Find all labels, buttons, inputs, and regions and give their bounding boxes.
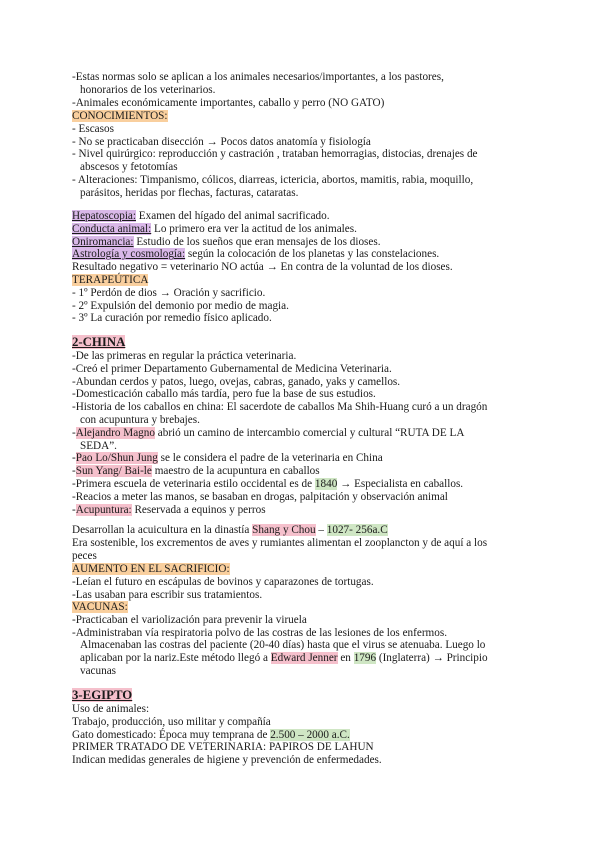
egipto-section xyxy=(72,688,542,767)
paolo-text: se le considera el padre de la veterinaria en China xyxy=(157,452,383,465)
metodo-term: Oniromancia: xyxy=(72,235,134,248)
gato-years: 2.500 – 2000 a.C. xyxy=(270,728,350,741)
escuela-text-end: → Especialista en caballos. xyxy=(337,477,464,490)
china-line: -De las primeras en regular la práctica veterinaria. xyxy=(72,350,297,362)
china-line: con acupuntura y brebajes. xyxy=(80,413,200,426)
list-item: - 3º La curación por remedio físico aplicado. xyxy=(72,312,272,325)
egipto-line xyxy=(72,729,542,742)
vacunas-line: Almacenaban las costras del paciente (20-40 días) hasta que el virus se atenuaba. Luego lo xyxy=(80,639,486,652)
escuela-text: -Primera escuela de veterinaria estilo occidental es de xyxy=(72,477,315,490)
metodo-term: Hepatoscopia: xyxy=(72,210,136,222)
china-line: -Alejandro Magno abrió un camino de intercambio comercial y cultural “RUTA DE LA xyxy=(72,426,465,439)
acuicultura-line: Era sostenible, los excrementos de aves y rumiantes alimentan el zooplancton y de aquí a los xyxy=(72,536,488,549)
conocimientos-section xyxy=(72,110,542,200)
china-section xyxy=(72,335,542,516)
sunyang-name: Sun Yang/ Bai-le xyxy=(75,465,152,478)
vacunas-line: vacunas xyxy=(80,664,117,677)
metodo-line xyxy=(72,223,542,236)
metodo-term: Astrología y cosmología: xyxy=(72,248,186,261)
jenner-name: Edward Jenner xyxy=(270,652,338,665)
sacrificio-heading: AUMENTO EN EL SACRIFICIO: xyxy=(72,563,230,575)
metodo-line xyxy=(72,236,542,249)
china-line: -Abundan cerdos y patos, luego, ovejas, cabras, ganado, yaks y camellos. xyxy=(72,375,401,388)
china-line xyxy=(72,478,542,491)
vacunas-text: en xyxy=(337,652,354,665)
acupuntura-term: Acupuntura: xyxy=(75,503,132,516)
intro-line: -Estas normas solo se aplican a los animales necesarios/importantes, a los pastores, xyxy=(72,71,444,83)
china-line: -Creó el primer Departamento Gubernamental de Medicina Veterinaria. xyxy=(72,362,392,375)
vacunas-text: (Inglaterra) → Principio xyxy=(376,652,488,665)
intro-line: honorarios de los veterinarios. xyxy=(80,83,216,96)
list-item: - Nivel quirúrgico: reproducción y castración , trataban hemorragias, distocias, drenajes de xyxy=(72,148,478,161)
metodo-text: según la colocación de los planetas y las constelaciones. xyxy=(185,248,440,261)
list-item: - 1º Perdón de dios → Oración y sacrificio. xyxy=(72,286,266,299)
egipto-line: PRIMER TRATADO DE VETERINARIA: PAPIROS DE LAHUN xyxy=(72,741,374,754)
china-heading: 2-CHINA xyxy=(72,335,126,349)
vacunas-section xyxy=(72,601,542,678)
escuela-year: 1840 xyxy=(314,477,338,490)
vacunas-line: -Practicaban el variolización para prevenir la viruela xyxy=(72,613,307,626)
egipto-line: Trabajo, producción, uso militar y compañía xyxy=(72,715,271,728)
list-item: -Las usaban para escribir sus tratamientos. xyxy=(72,588,263,601)
conocimientos-heading: CONOCIMIENTOS: xyxy=(72,110,168,122)
metodo-text: Examen del hígado del animal sacrificado. xyxy=(136,210,330,222)
alejandro-text: abrió un camino de intercambio comercial y cultural “RUTA DE LA xyxy=(154,426,465,439)
metodo-line xyxy=(72,210,542,223)
list-item: - No se practicaban disección → Pocos datos anatomía y fisiología xyxy=(72,135,371,148)
acupuntura-text: Reservada a equinos y perros xyxy=(131,503,266,516)
jenner-year: 1796 xyxy=(353,652,377,665)
egipto-line: Uso de animales: xyxy=(72,703,150,715)
metodo-term: Conducta animal: xyxy=(72,222,152,235)
china-line: -Reacios a meter las manos, se basaban en drogas, palpitación y observación animal xyxy=(72,490,448,503)
china-line: -Pao Lo/Shun Jung se le considera el padre de la veterinaria en China xyxy=(72,452,383,465)
china-line: SEDA”. xyxy=(80,439,117,452)
metodo-text: Estudio de los sueños que eran mensajes de los dioses. xyxy=(133,235,381,248)
intro-line: -Animales económicamente importantes, caballo y perro (NO GATO) xyxy=(72,96,385,109)
china-line: -Historia de los caballos en china: El sacerdote de caballos Ma Shih-Huang curó a un dragón xyxy=(72,401,488,414)
metodo-line xyxy=(72,248,542,261)
dash: – xyxy=(315,524,327,536)
vacunas-text: aplicaban por la nariz.Este método llegó a xyxy=(80,652,271,665)
vacunas-line xyxy=(72,652,542,665)
paolo-name: Pao Lo/Shun Jung xyxy=(75,452,158,465)
acuicultura-text: Desarrollan la acuicultura en la dinastía xyxy=(72,524,253,536)
list-item: abscesos y fetotomías xyxy=(80,161,178,174)
dynasty-name: Shang y Chou xyxy=(252,524,316,536)
terapeutica-heading: TERAPEÚTICA xyxy=(72,273,149,286)
metodo-text: Lo primero era ver la actitud de los animales. xyxy=(151,222,357,235)
dynasty-years: 1027- 256a.C xyxy=(326,524,388,536)
vacunas-line: -Administraban vía respiratoria polvo de las costras de las lesiones de los enfermos. xyxy=(72,626,447,639)
list-item: -Leían el futuro en escápulas de bovinos y caparazones de tortugas. xyxy=(72,575,374,588)
metodos-section xyxy=(72,210,542,325)
china-line: -Sun Yang/ Bai-le maestro de la acupuntura en caballos xyxy=(72,465,320,478)
vacunas-heading: VACUNAS: xyxy=(72,601,128,613)
list-item: - Alteraciones: Timpanismo, cólicos, diarreas, ictericia, abortos, mamitis, rabia, moquillo, xyxy=(72,173,474,186)
intro-block xyxy=(72,71,542,109)
list-item: - Escasos xyxy=(72,122,114,135)
egipto-heading: 3-EGIPTO xyxy=(72,688,133,702)
acuicultura-line xyxy=(72,524,542,537)
egipto-text: Gato domesticado: Época muy temprana de xyxy=(72,728,271,741)
egipto-line: Indican medidas generales de higiene y prevención de enfermedades. xyxy=(72,754,382,767)
list-item: - 2º Expulsión del demonio por medio de magia. xyxy=(72,299,289,312)
acuicultura-line: peces xyxy=(72,549,97,562)
china-line: -Acupuntura: Reservada a equinos y perros xyxy=(72,503,266,516)
china-line: -Domesticación caballo más tardía, pero fue la base de sus estudios. xyxy=(72,388,376,401)
alejandro-name: Alejandro Magno xyxy=(75,426,155,439)
sunyang-text: maestro de la acupuntura en caballos xyxy=(151,465,320,478)
acuicultura-block xyxy=(72,524,542,562)
resultado-line: Resultado negativo = veterinario NO actúa → En contra de la voluntad de los dioses. xyxy=(72,261,453,274)
list-item: parásitos, heridas por flechas, facturas, cataratas. xyxy=(80,186,299,199)
sacrificio-section xyxy=(72,563,542,601)
